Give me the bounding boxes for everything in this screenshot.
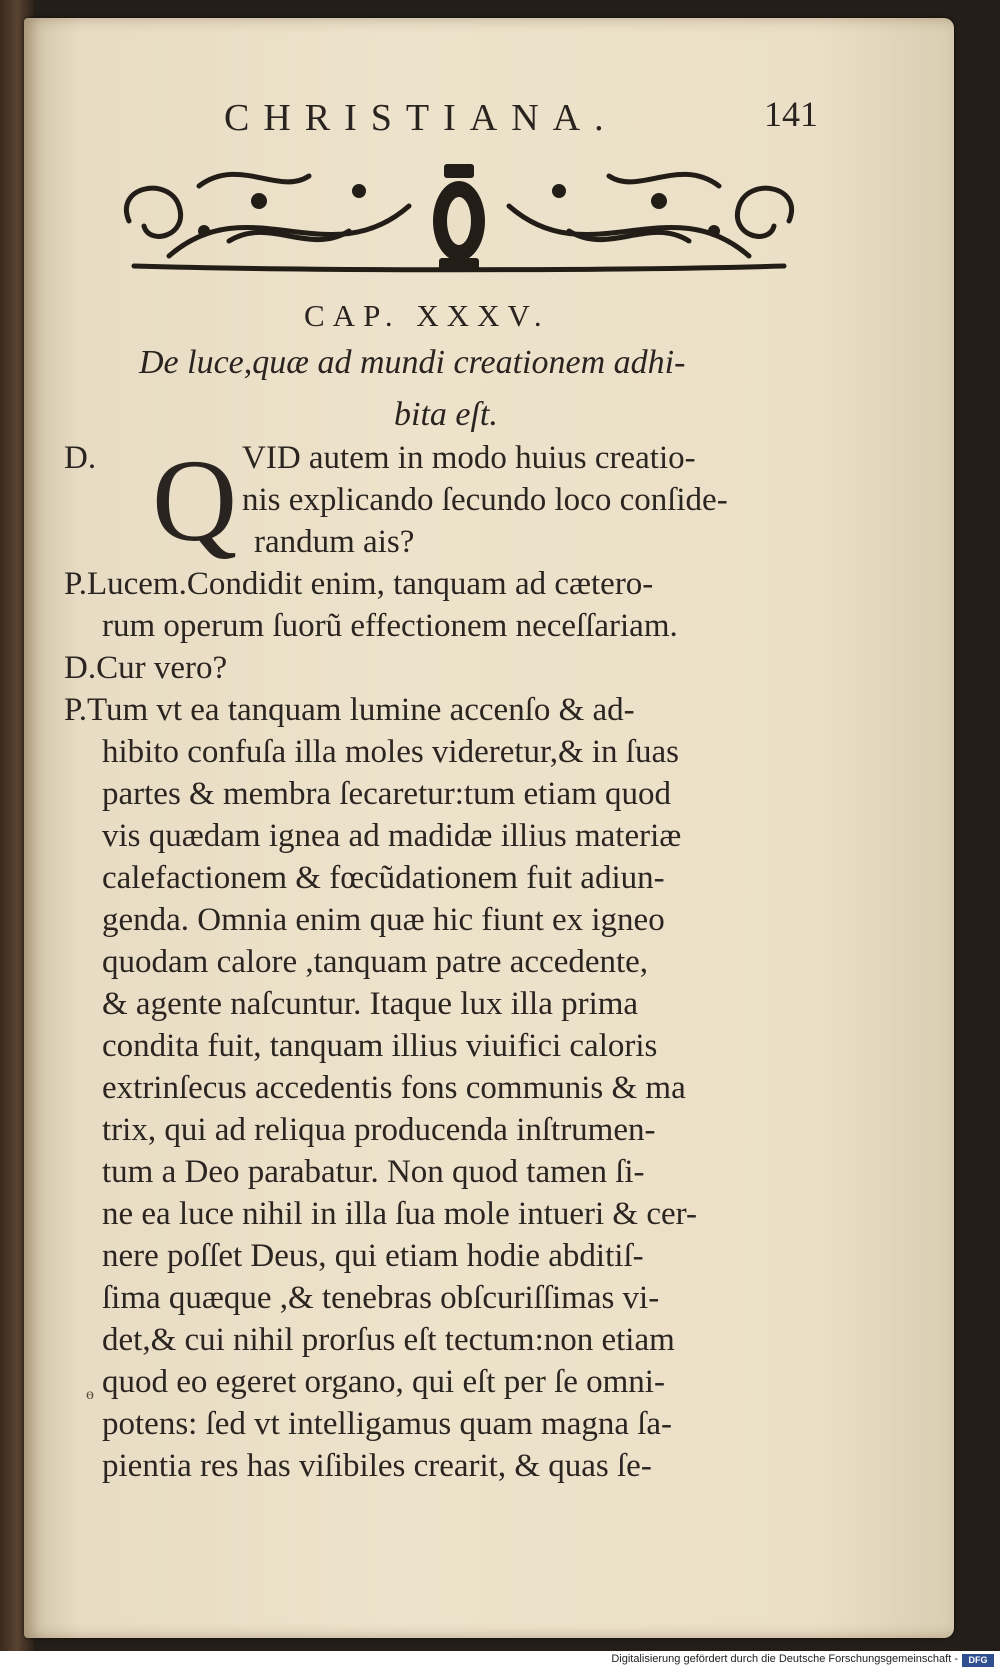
- body-line: trix, qui ad reliqua producenda inſtrumen-: [102, 1112, 656, 1148]
- body-line: nere poſſet Deus, qui etiam hodie abditiſ-: [102, 1238, 644, 1274]
- body-line: vis quædam ignea ad madidæ illius materiæ: [102, 818, 682, 854]
- drop-cap: Q: [152, 435, 238, 566]
- body-line: hibito confuſa illa moles videretur,& in ſuas: [102, 734, 679, 770]
- body-line: ne ea luce nihil in illa ſua mole intueri & cer-: [102, 1196, 697, 1232]
- book-page: [24, 18, 954, 1638]
- body-line: ſima quæque ,& tenebras obſcuriſſimas vi-: [102, 1280, 660, 1316]
- body-line: quod eo egeret organo, qui eſt per ſe omni-: [102, 1364, 665, 1400]
- body-line: potens: ſed vt intelligamus quam magna ſa-: [102, 1406, 673, 1442]
- body-line: det,& cui nihil prorſus eſt tectum:non etiam: [102, 1322, 675, 1358]
- body-line: VID autem in modo huius creatio-: [242, 440, 696, 476]
- funding-credit: Digitalisierung gefördert durch die Deutsche Forschungsgemeinschaft -: [611, 1653, 958, 1665]
- body-line: quodam calore ,tanquam patre accedente,: [102, 944, 649, 980]
- body-line: calefactionem & fœcũdationem fuit adiun-: [102, 860, 665, 896]
- body-line: randum ais?: [254, 524, 415, 560]
- chapter-title-line-1: De luce,quæ ad mundi creationem adhi-: [139, 344, 686, 381]
- chapter-heading: CAP. XXXV.: [304, 298, 550, 333]
- body-line: genda. Omnia enim quæ hic fiunt ex igneo: [102, 902, 665, 938]
- body-line: & agente naſcuntur. Itaque lux illa prima: [102, 986, 639, 1022]
- body-line: P.Lucem.Condidit enim, tanquam ad cætero-: [64, 566, 654, 602]
- ornamental-headpiece: [109, 146, 809, 281]
- body-line: partes & membra ſecaretur:tum etiam quod: [102, 776, 672, 812]
- body-line: nis explicando ſecundo loco conſide-: [242, 482, 728, 518]
- body-line: P.Tum vt ea tanquam lumine accenſo & ad-: [64, 692, 635, 728]
- dfg-logo: DFG: [962, 1654, 994, 1667]
- running-head: CHRISTIANA.: [224, 97, 618, 139]
- body-line: rum operum ſuorũ effectionem neceſſariam.: [102, 608, 678, 644]
- body-line: pientia res has viſibiles crearit, & quas ſe-: [102, 1448, 652, 1484]
- body-line: extrinſecus accedentis fons communis & ma: [102, 1070, 686, 1106]
- body-line: tum a Deo parabatur. Non quod tamen ſi-: [102, 1154, 645, 1190]
- chapter-title-line-2: bita eſt.: [394, 396, 498, 433]
- body-line: condita fuit, tanquam illius viuifici caloris: [102, 1028, 658, 1064]
- speaker-marker: D.: [64, 440, 97, 476]
- body-line: D.Cur vero?: [64, 650, 228, 686]
- footer-bar: [0, 1651, 1000, 1671]
- margin-mark: ɵ: [86, 1386, 94, 1403]
- page-number: 141: [764, 94, 818, 134]
